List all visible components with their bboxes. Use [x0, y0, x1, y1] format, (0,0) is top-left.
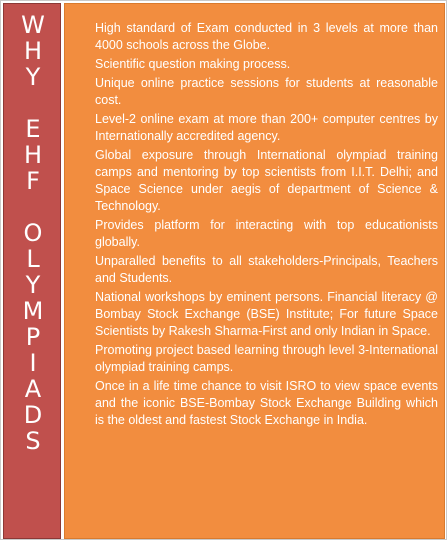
benefit-text: Scientific question making process.: [95, 57, 291, 71]
benefits-panel: [64, 3, 445, 539]
benefit-item: [73, 20, 438, 54]
benefits-list: [73, 20, 438, 429]
benefit-item: [73, 56, 438, 73]
title-letter: S: [25, 427, 41, 455]
vertical-title: [4, 12, 62, 454]
title-letter: H: [23, 37, 43, 65]
benefit-item: [73, 342, 438, 376]
benefit-text: Once in a life time chance to visit ISRO to view space events and the iconic BSE-Bombay Stock Exchange Building which is the oldest and fastest Stock Exchange in India.: [95, 379, 438, 427]
benefit-item: [73, 289, 438, 340]
benefit-text: Global exposure through International olympiad training camps and mentoring by top scientists from I.I.T. Delhi; and Space Science under aegis of department of Science & Technology.: [95, 148, 438, 213]
benefit-item: [73, 147, 438, 215]
title-letter: E: [25, 115, 41, 143]
title-letter: Y: [25, 271, 41, 299]
benefit-text: Level-2 online exam at more than 200+ computer centres by Internationally accredited agency.: [95, 112, 438, 143]
title-letter: Y: [25, 63, 41, 91]
title-letter: A: [24, 375, 42, 403]
title-gap: [4, 90, 62, 116]
benefit-item: [73, 378, 438, 429]
benefit-text: Unparalled benefits to all stakeholders-Principals, Teachers and Students.: [95, 254, 438, 285]
benefit-text: Unique online practice sessions for students at reasonable cost.: [95, 76, 438, 107]
benefit-item: [73, 111, 438, 145]
benefit-text: Provides platform for interacting with top educationists globally.: [95, 218, 438, 249]
title-letter: W: [21, 11, 45, 39]
title-sidebar: [3, 3, 61, 539]
title-letter: P: [25, 323, 41, 351]
title-letter: M: [22, 297, 44, 325]
title-gap: [4, 194, 62, 220]
benefit-text: National workshops by eminent persons. Financial literacy @ Bombay Stock Exchange (BSE) Institute; For future Space Scientists by Rakesh Sharma-First and only Indian in Space.: [95, 290, 438, 338]
title-letter: I: [29, 349, 37, 377]
title-letter: L: [26, 245, 40, 273]
title-letter: D: [23, 401, 43, 429]
benefit-item: [73, 253, 438, 287]
benefit-text: Promoting project based learning through level 3-International olympiad training camps.: [95, 343, 438, 374]
benefit-item: [73, 75, 438, 109]
benefit-item: [73, 217, 438, 251]
title-letter: O: [23, 219, 43, 247]
title-letter: F: [26, 167, 40, 195]
title-letter: H: [23, 141, 43, 169]
benefit-text: High standard of Exam conducted in 3 levels at more than 4000 schools across the Globe.: [95, 21, 438, 52]
